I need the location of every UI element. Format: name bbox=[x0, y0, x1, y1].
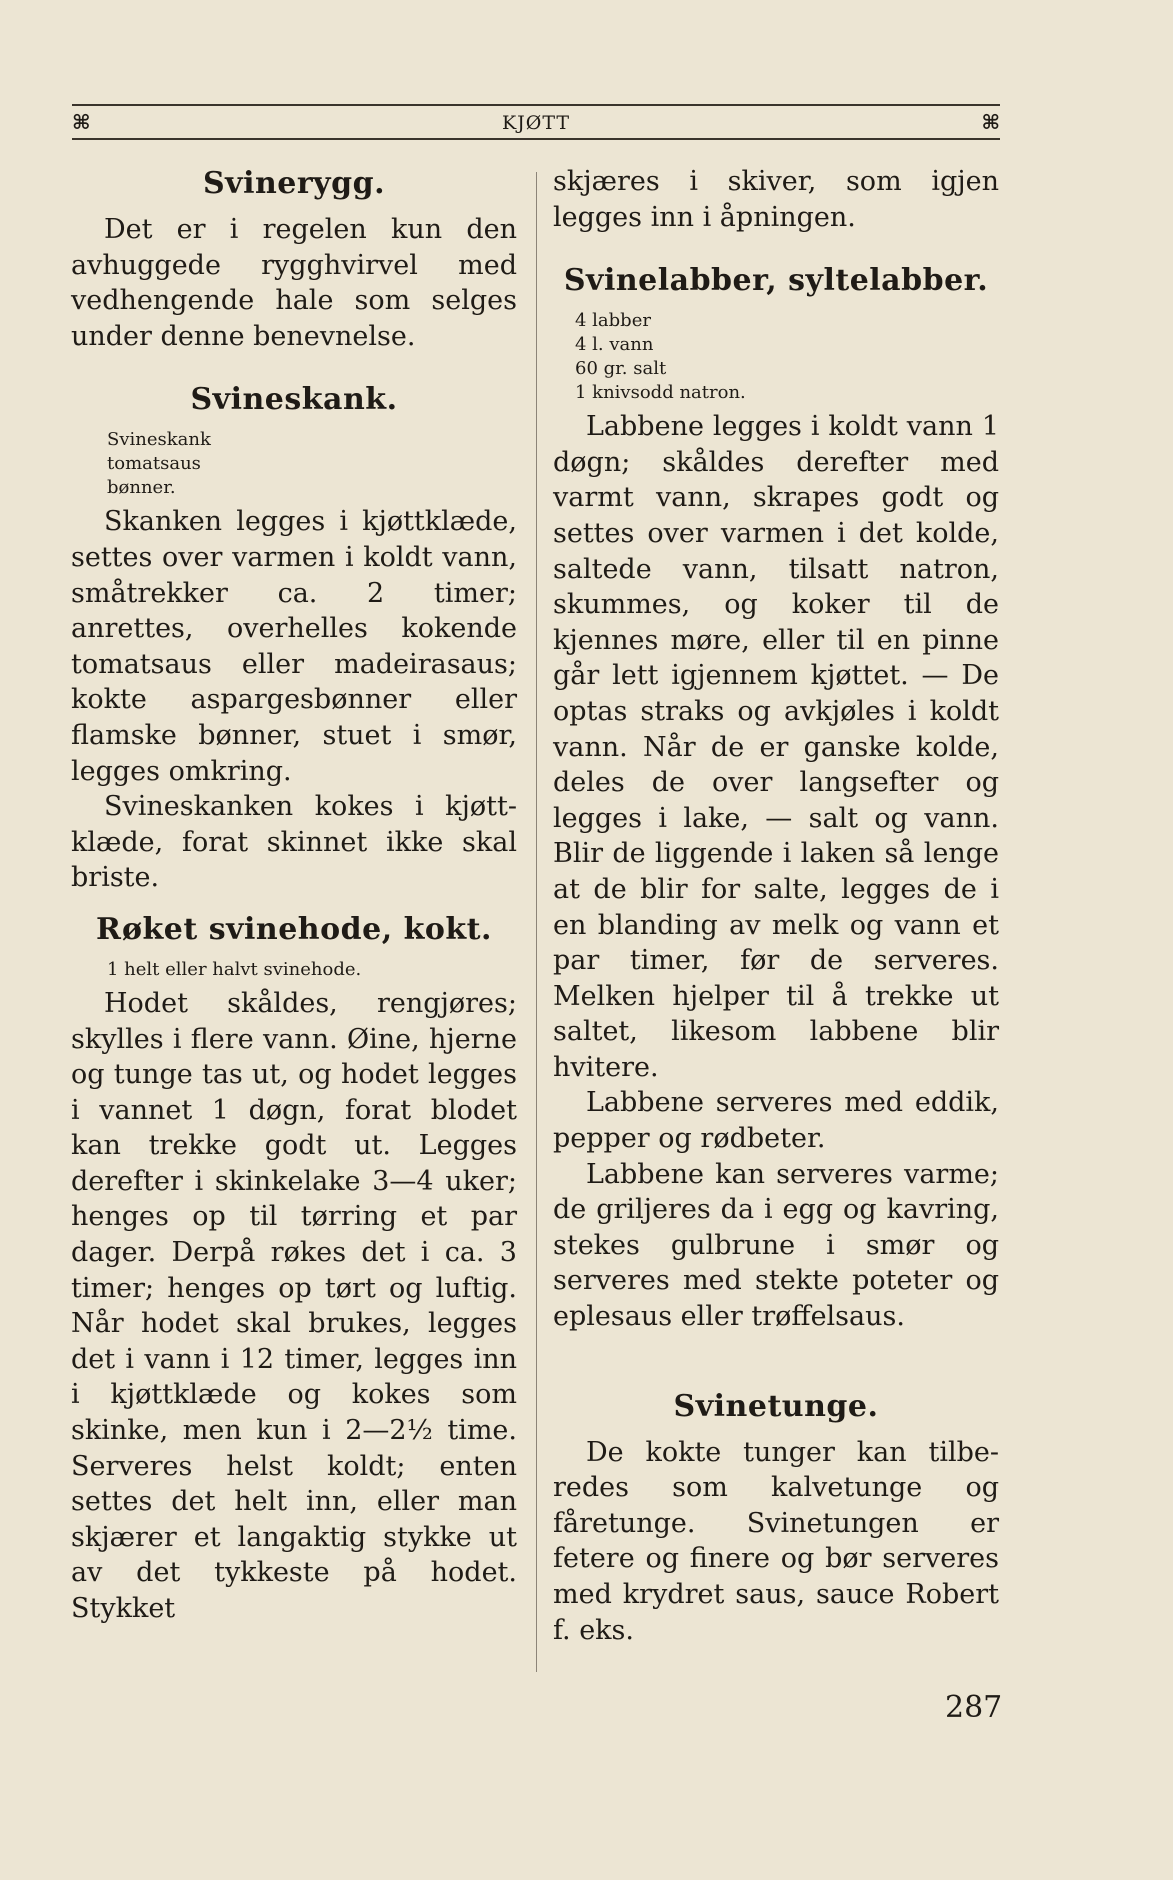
paragraph: skjæres i skiver, som igjen legges inn i åpningen. bbox=[553, 166, 999, 233]
ingredient: 60 gr. salt bbox=[575, 358, 667, 380]
header-ornament-icon: ⌘ bbox=[72, 110, 91, 134]
paragraph: Labbene kan serveres varme; de griljeres da i egg og kavring, stekes gulbrune i smør og serveres med stekte poteter og eplesaus eller trøffelsaus. bbox=[553, 1158, 999, 1333]
ingredient-list bbox=[71, 428, 517, 500]
column-divider bbox=[536, 172, 537, 1672]
right-column bbox=[553, 164, 999, 1648]
paragraph: Det er i regelen kun den avhuggede rygghvirvel med vedhengende hale som selges under denne benevnelse. bbox=[71, 214, 517, 352]
section-title-svinelabber: Svinelabber, syltelabber. bbox=[563, 263, 989, 299]
ingredient: 4 labber bbox=[575, 310, 651, 332]
ingredient-list bbox=[553, 309, 999, 405]
ingredient: 1 helt eller halvt svinehode. bbox=[107, 958, 362, 980]
left-column bbox=[71, 164, 517, 1627]
section-title-svineskank: Svineskank. bbox=[190, 382, 398, 418]
ingredient-list bbox=[71, 958, 517, 982]
paragraph: De kokte tunger kan tilberedes som kalvetunge og fåretunge. Svinetungen er fetere og finere og bør serveres med krydret saus, sauce Robert f. eks. bbox=[553, 1436, 999, 1646]
paragraph: Hodet skåldes, rengjøres; skylles i flere vann. Øine, hjerne og tunge tas ut, og hodet legges i vannet 1 døgn, forat blodet kan trekke godt ut. Legges derefter i skinkelake 3—4 uker; henges op til tørring et par dager. Derpå røkes det i ca. 3 timer; henges op tørt og luftig. Når hodet skal brukes, legges det i vann i 12 timer, legges inn i kjøttklæde og kokes som skinke, men kun i 2—2½ time. Serveres helst koldt; enten settes det helt inn, eller man skjærer et langaktig stykke ut av det tykkeste på hodet. Stykket bbox=[71, 987, 517, 1624]
header-ornament-icon: ⌘ bbox=[981, 110, 1000, 134]
page-number: 287 bbox=[945, 1690, 1003, 1725]
header-title: KJØTT bbox=[501, 112, 571, 134]
ingredient: tomatsaus bbox=[107, 453, 201, 475]
paragraph: Labbene serveres med eddik, pepper og rødbeter. bbox=[553, 1087, 999, 1155]
section-title-roket-svinehode: Røket svinehode, kokt. bbox=[96, 911, 492, 947]
section-title-svinetunge: Svinetunge. bbox=[673, 1388, 879, 1424]
ingredient: 4 l. vann bbox=[575, 334, 654, 356]
ingredient: bønner. bbox=[107, 477, 176, 499]
ingredient: Svineskank bbox=[107, 429, 211, 451]
running-header bbox=[72, 104, 1000, 140]
ingredient: 1 knivsodd natron. bbox=[575, 382, 746, 404]
paragraph: Svineskanken kokes i kjøttklæde, forat skinnet ikke skal briste. bbox=[71, 791, 517, 894]
section-title-svinerygg: Svinerygg. bbox=[202, 166, 386, 201]
paragraph: Labbene legges i koldt vann 1 døgn; skåldes derefter med varmt vann, skrapes godt og settes over varmen i det kolde, saltede vann, tilsatt natron, skummes, og koker til de kjennes møre, eller til en pinne går lett igjennem kjøttet. — De optas straks og avkjøles i koldt vann. Når de er ganske kolde, deles de over langsefter og legges i lake, — salt og vann. Blir de liggende i laken så lenge at de blir for salte, legges de i en blanding av melk og vann et par timer, før de serveres. Melken hjelper til å trekke ut saltet, likesom labbene blir hvitere. bbox=[553, 411, 999, 1083]
paragraph: Skanken legges i kjøttklæde, settes over varmen i koldt vann, småtrekker ca. 2 timer; anrettes, overhelles kokende tomatsaus eller madeirasaus; kokte aspargesbønner eller flamske bønner, stuet i smør, legges omkring. bbox=[71, 506, 517, 787]
